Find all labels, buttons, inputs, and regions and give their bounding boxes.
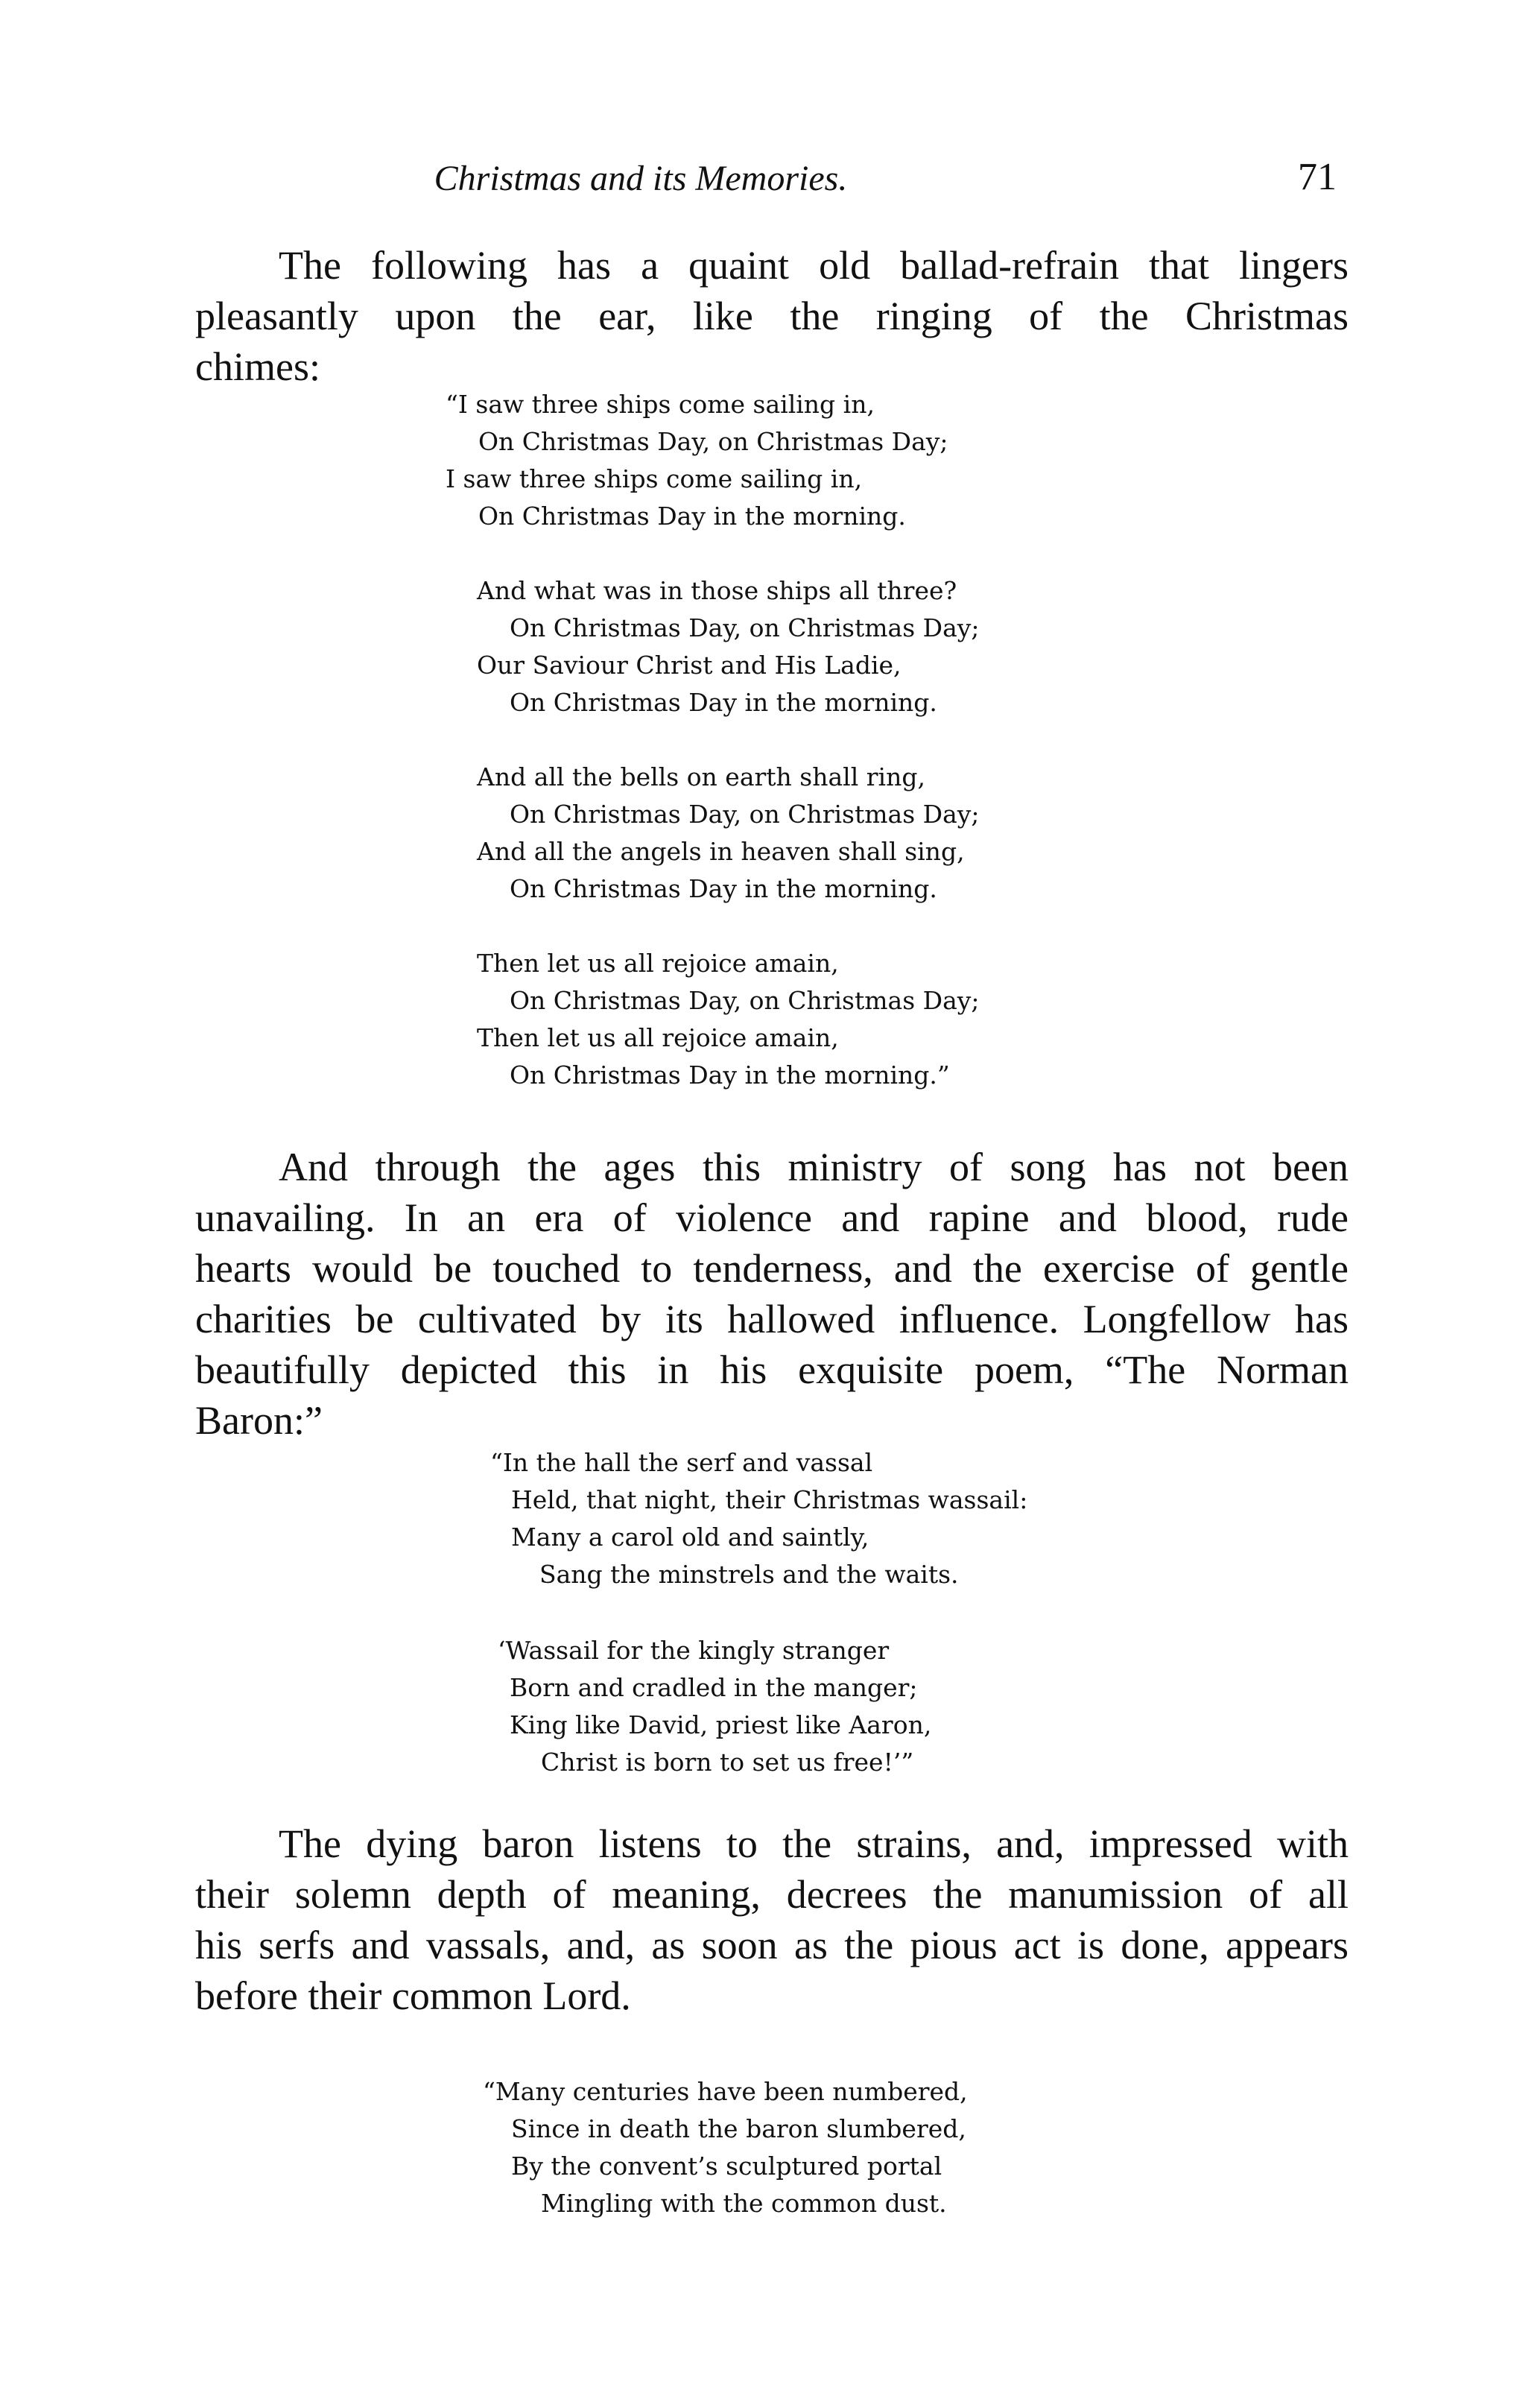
text-line: unavailing. In an era of violence and rapine and blood, rude	[195, 1195, 1349, 1240]
verse-line: ‘Wassail for the kingly stranger	[498, 1636, 890, 1665]
running-title: Christmas and its Memories.	[434, 159, 848, 198]
ballad-stanza-1	[446, 386, 948, 535]
verse-line: On Christmas Day in the morning.	[510, 688, 937, 717]
norman-baron-stanza-1	[490, 1444, 1027, 1593]
text-line: his serfs and vassals, and, as soon as the pious act is done, appears	[195, 1923, 1349, 1967]
verse-line: Sang the minstrels and the waits.	[539, 1560, 959, 1589]
verse-line: On Christmas Day in the morning.	[510, 874, 937, 903]
text-line: charities be cultivated by its hallowed influence. Longfellow has	[195, 1297, 1349, 1341]
text-line: And through the ages this ministry of song has not been	[279, 1145, 1349, 1189]
page-number: 71	[1298, 156, 1337, 198]
verse-line: “I saw three ships come sailing in,	[446, 390, 875, 419]
text-line: before their common Lord.	[195, 1973, 631, 2018]
verse-line: And all the angels in heaven shall sing,	[477, 837, 965, 866]
text-line: Baron:”	[195, 1398, 323, 1443]
norman-baron-stanza-2	[498, 1632, 931, 1781]
verse-line: Since in death the baron slumbered,	[511, 2114, 966, 2143]
text-line: their solemn depth of meaning, decrees the manumission of all	[195, 1872, 1349, 1917]
text-line: hearts would be touched to tenderness, and the exercise of gentle	[195, 1246, 1349, 1291]
text-line: The following has a quaint old ballad-refrain that lingers	[279, 243, 1349, 288]
ballad-stanza-4	[477, 945, 980, 1094]
ballad-stanza-2	[477, 572, 980, 721]
verse-line: Our Saviour Christ and His Ladie,	[477, 651, 901, 680]
text-line: pleasantly upon the ear, like the ringing of the Christmas	[195, 294, 1349, 338]
verse-line: Then let us all rejoice amain,	[477, 949, 839, 978]
verse-line: On Christmas Day, on Christmas Day;	[478, 427, 948, 456]
paragraph-ballad-intro	[195, 240, 1349, 392]
verse-line: Born and cradled in the manger;	[510, 1673, 918, 1702]
verse-line: “In the hall the serf and vassal	[490, 1448, 873, 1477]
verse-line: On Christmas Day, on Christmas Day;	[510, 800, 980, 829]
ballad-stanza-3	[477, 759, 980, 908]
verse-line: Mingling with the common dust.	[541, 2189, 947, 2218]
verse-line: And what was in those ships all three?	[477, 576, 957, 605]
norman-baron-stanza-3	[483, 2073, 968, 2222]
verse-line: I saw three ships come sailing in,	[446, 464, 863, 493]
text-line: beautifully depicted this in his exquisite poem, “The Norman	[195, 1347, 1349, 1392]
verse-line: Then let us all rejoice amain,	[477, 1023, 839, 1052]
verse-line: Many a carol old and saintly,	[511, 1523, 869, 1552]
text-line: chimes:	[195, 344, 320, 389]
verse-line: King like David, priest like Aaron,	[510, 1710, 932, 1739]
verse-line: On Christmas Day, on Christmas Day;	[510, 986, 980, 1015]
verse-line: On Christmas Day in the morning.	[478, 502, 906, 531]
verse-line: By the convent’s sculptured portal	[511, 2152, 942, 2181]
text-line: The dying baron listens to the strains, and, impressed with	[279, 1821, 1349, 1866]
verse-line: And all the bells on earth shall ring,	[477, 762, 925, 791]
verse-line: Christ is born to set us free!’”	[541, 1748, 914, 1777]
verse-line: “Many centuries have been numbered,	[483, 2077, 968, 2106]
verse-line: On Christmas Day, on Christmas Day;	[510, 613, 980, 642]
verse-line: On Christmas Day in the morning.”	[510, 1060, 950, 1090]
paragraph-ministry-of-song	[195, 1142, 1349, 1446]
paragraph-dying-baron	[195, 1818, 1349, 2021]
verse-line: Held, that night, their Christmas wassail:	[511, 1485, 1028, 1514]
